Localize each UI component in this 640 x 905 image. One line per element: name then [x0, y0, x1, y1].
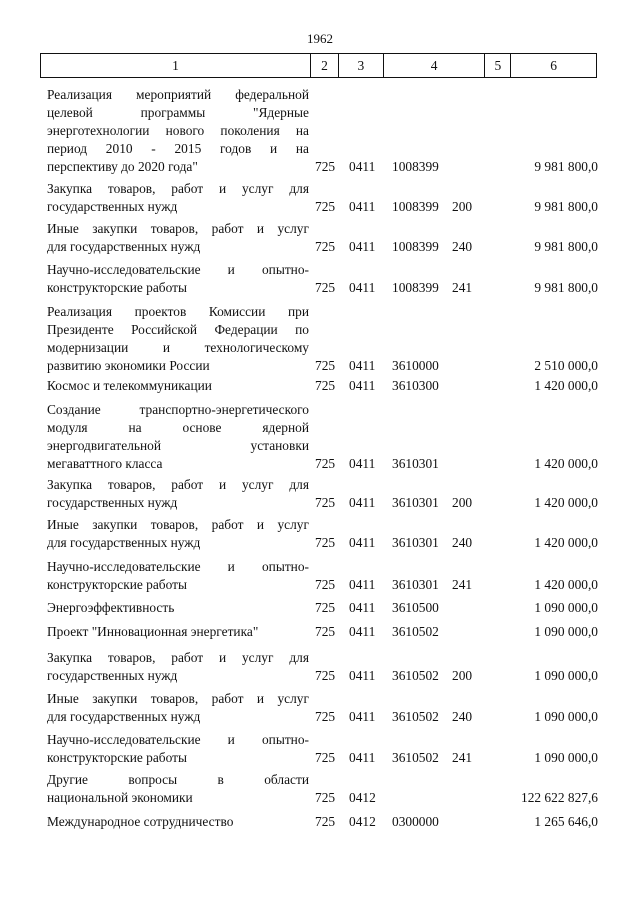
- cell-col-2: 725: [315, 668, 336, 683]
- cell-col-2: 725: [315, 709, 336, 724]
- cell-col-5: 241: [452, 750, 473, 765]
- column-header-2: 2: [311, 54, 339, 77]
- row-description: [47, 261, 309, 297]
- description-line: конструкторские работы: [47, 750, 187, 765]
- description-line: Иные закупки товаров, работ и услуг: [47, 221, 309, 236]
- description-line: энерготехнологии нового поколения на: [47, 123, 309, 138]
- description-line: Иные закупки товаров, работ и услуг: [47, 691, 309, 706]
- description-line: целевой программы "Ядерные: [47, 105, 309, 120]
- cell-col-2: 725: [315, 358, 336, 373]
- cell-col-3: 0411: [349, 600, 376, 615]
- table-row: [0, 516, 640, 552]
- cell-col-3: 0412: [349, 790, 376, 805]
- cell-col-2: 725: [315, 624, 336, 639]
- description-line: Реализация проектов Комиссии при: [47, 304, 309, 319]
- description-line: для государственных нужд: [47, 535, 201, 550]
- cell-col-3: 0411: [349, 358, 376, 373]
- cell-col-3: 0411: [349, 159, 376, 174]
- table-row: [0, 86, 640, 176]
- cell-col-5: 240: [452, 239, 473, 254]
- description-line: Президенте Российской Федерации по: [47, 322, 309, 337]
- row-description: [47, 401, 309, 473]
- cell-col-3: 0411: [349, 750, 376, 765]
- row-description: [47, 813, 309, 831]
- cell-col-2: 725: [315, 577, 336, 592]
- table-row: [0, 731, 640, 767]
- column-header-1: 1: [41, 54, 311, 77]
- description-line: Международное сотрудничество: [47, 814, 234, 829]
- description-line: для государственных нужд: [47, 709, 201, 724]
- description-line: Иные закупки товаров, работ и услуг: [47, 517, 309, 532]
- cell-col-4: 3610300: [392, 378, 439, 393]
- table-header: [40, 53, 597, 78]
- row-description: [47, 623, 309, 641]
- description-line: Научно-исследовательские и опытно-: [47, 732, 309, 747]
- table-row: [0, 771, 640, 807]
- cell-col-2: 725: [315, 790, 336, 805]
- cell-col-5: 200: [452, 495, 473, 510]
- description-line: Научно-исследовательские и опытно-: [47, 262, 309, 277]
- cell-col-6: 1 420 000,0: [534, 456, 598, 471]
- cell-col-6: 1 420 000,0: [534, 378, 598, 393]
- table-row: [0, 690, 640, 726]
- description-line: Энергоэффективность: [47, 600, 175, 615]
- column-header-6: 6: [550, 57, 558, 73]
- cell-col-6: 9 981 800,0: [534, 199, 598, 214]
- description-line: конструкторские работы: [47, 577, 187, 592]
- cell-col-3: 0411: [349, 280, 376, 295]
- cell-col-6: 9 981 800,0: [534, 159, 598, 174]
- description-line: Закупка товаров, работ и услуг для: [47, 181, 309, 196]
- cell-col-5: 240: [452, 709, 473, 724]
- cell-col-4: 0300000: [392, 814, 439, 829]
- row-description: [47, 516, 309, 552]
- cell-col-4: 1008399: [392, 239, 439, 254]
- cell-col-6: 1 090 000,0: [534, 709, 598, 724]
- cell-col-6: 1 090 000,0: [534, 750, 598, 765]
- cell-col-2: 725: [315, 159, 336, 174]
- cell-col-2: 725: [315, 378, 336, 393]
- row-description: [47, 180, 309, 216]
- cell-col-4: 3610301: [392, 577, 439, 592]
- row-description: [47, 731, 309, 767]
- cell-col-5: 240: [452, 535, 473, 550]
- table-row: [0, 476, 640, 512]
- column-header-5: 5: [485, 54, 511, 77]
- cell-col-2: 725: [315, 600, 336, 615]
- cell-col-4: 3610000: [392, 358, 439, 373]
- description-line: государственных нужд: [47, 668, 178, 683]
- cell-col-3: 0411: [349, 239, 376, 254]
- cell-col-2: 725: [315, 280, 336, 295]
- description-line: для государственных нужд: [47, 239, 201, 254]
- cell-col-2: 725: [315, 456, 336, 471]
- cell-col-3: 0411: [349, 495, 376, 510]
- cell-col-6: 1 420 000,0: [534, 495, 598, 510]
- cell-col-3: 0411: [349, 456, 376, 471]
- description-line: конструкторские работы: [47, 280, 187, 295]
- row-description: [47, 86, 309, 176]
- cell-col-4: 3610500: [392, 600, 439, 615]
- cell-col-3: 0411: [349, 577, 376, 592]
- description-line: Научно-исследовательские и опытно-: [47, 559, 309, 574]
- description-line: Реализация мероприятий федеральной: [47, 87, 309, 102]
- row-description: [47, 690, 309, 726]
- description-line: государственных нужд: [47, 199, 178, 214]
- table-row: [0, 623, 640, 641]
- row-description: [47, 377, 309, 395]
- cell-col-3: 0411: [349, 709, 376, 724]
- description-line: модуля на основе ядерной: [47, 420, 309, 435]
- cell-col-6: 1 090 000,0: [534, 624, 598, 639]
- cell-col-6: 1 420 000,0: [534, 535, 598, 550]
- row-description: [47, 476, 309, 512]
- table-row: [0, 599, 640, 617]
- cell-col-2: 725: [315, 199, 336, 214]
- table-row: [0, 813, 640, 831]
- cell-col-6: 1 265 646,0: [534, 814, 598, 829]
- cell-col-6: 1 090 000,0: [534, 600, 598, 615]
- page-number: 1962: [307, 31, 333, 46]
- cell-col-2: 725: [315, 750, 336, 765]
- description-line: развитию экономики России: [47, 358, 210, 373]
- table-row: [0, 649, 640, 685]
- description-line: мегаваттного класса: [47, 456, 163, 471]
- cell-col-4: 3610301: [392, 495, 439, 510]
- cell-col-3: 0411: [349, 199, 376, 214]
- table-row: [0, 220, 640, 256]
- cell-col-2: 725: [315, 535, 336, 550]
- table-row: [0, 401, 640, 473]
- cell-col-6: 122 622 827,6: [521, 790, 598, 805]
- cell-col-6: 9 981 800,0: [534, 280, 598, 295]
- cell-col-4: 3610502: [392, 709, 439, 724]
- description-line: Другие вопросы в области: [47, 772, 309, 787]
- cell-col-3: 0412: [349, 814, 376, 829]
- description-line: перспективу до 2020 года": [47, 159, 198, 174]
- table-row: [0, 303, 640, 375]
- cell-col-3: 0411: [349, 624, 376, 639]
- table-row: [0, 180, 640, 216]
- row-description: [47, 220, 309, 256]
- cell-col-3: 0411: [349, 378, 376, 393]
- description-line: период 2010 - 2015 годов и на: [47, 141, 309, 156]
- column-header-3: 3: [339, 54, 384, 77]
- cell-col-2: 725: [315, 495, 336, 510]
- description-line: Закупка товаров, работ и услуг для: [47, 477, 309, 492]
- cell-col-2: 725: [315, 239, 336, 254]
- cell-col-6: 1 090 000,0: [534, 668, 598, 683]
- row-description: [47, 599, 309, 617]
- cell-col-5: 241: [452, 577, 473, 592]
- cell-col-4: 3610301: [392, 535, 439, 550]
- cell-col-4: 3610502: [392, 668, 439, 683]
- cell-col-3: 0411: [349, 535, 376, 550]
- description-line: Космос и телекоммуникации: [47, 378, 212, 393]
- description-line: государственных нужд: [47, 495, 178, 510]
- cell-col-4: 1008399: [392, 159, 439, 174]
- cell-col-5: 200: [452, 668, 473, 683]
- cell-col-5: 241: [452, 280, 473, 295]
- cell-col-4: 3610502: [392, 624, 439, 639]
- table-row: [0, 558, 640, 594]
- cell-col-6: 2 510 000,0: [534, 358, 598, 373]
- cell-col-2: 725: [315, 814, 336, 829]
- cell-col-4: 1008399: [392, 199, 439, 214]
- description-line: модернизации и технологическому: [47, 340, 309, 355]
- column-header-4: 4: [384, 54, 486, 77]
- row-description: [47, 558, 309, 594]
- description-line: национальной экономики: [47, 790, 193, 805]
- description-line: Создание транспортно-энергетического: [47, 402, 309, 417]
- cell-col-5: 200: [452, 199, 473, 214]
- cell-col-4: 1008399: [392, 280, 439, 295]
- table-row: [0, 261, 640, 297]
- cell-col-4: 3610301: [392, 456, 439, 471]
- description-line: энергодвигательной установки: [47, 438, 309, 453]
- table-row: [0, 377, 640, 395]
- cell-col-4: 3610502: [392, 750, 439, 765]
- row-description: [47, 649, 309, 685]
- description-line: Закупка товаров, работ и услуг для: [47, 650, 309, 665]
- cell-col-6: 1 420 000,0: [534, 577, 598, 592]
- row-description: [47, 303, 309, 375]
- cell-col-3: 0411: [349, 668, 376, 683]
- cell-col-6: 9 981 800,0: [534, 239, 598, 254]
- description-line: Проект "Инновационная энергетика": [47, 624, 259, 639]
- row-description: [47, 771, 309, 807]
